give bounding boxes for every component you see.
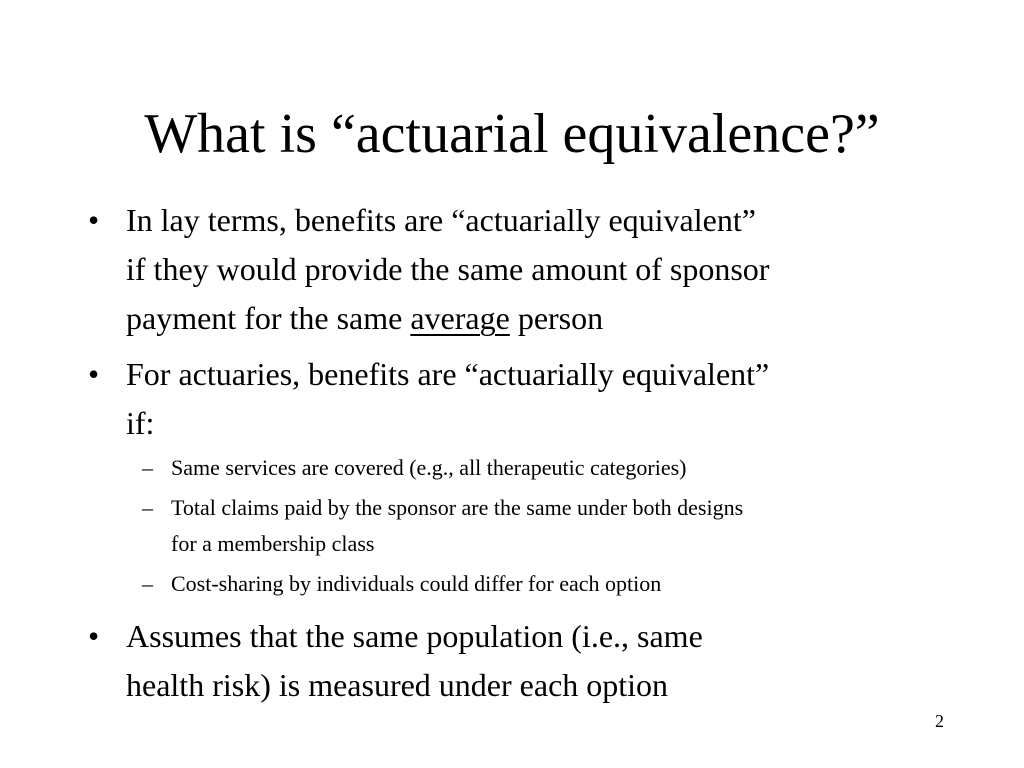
sub-bullet-line: Same services are covered (e.g., all therapeutic categories) <box>171 455 687 480</box>
bullet-line: Assumes that the same population (i.e., same <box>126 618 703 654</box>
bullet-line: if they would provide the same amount of sponsor <box>126 251 770 287</box>
page-number: 2 <box>935 711 944 731</box>
slide-title: What is “actuarial equivalence?” <box>144 103 880 165</box>
bullet-marker: • <box>88 202 100 238</box>
bullet-line: In lay terms, benefits are “actuarially equivalent” <box>126 202 756 238</box>
bullet-text <box>126 612 946 710</box>
sub-bullet-text <box>171 490 941 562</box>
underlined-average: average <box>410 300 510 336</box>
sub-bullet-marker: – <box>142 571 153 596</box>
bullet-line: For actuaries, benefits are “actuarially equivalent” <box>126 356 770 392</box>
bullet-marker: • <box>88 618 100 654</box>
bullet-text <box>126 350 946 448</box>
sub-bullet-line: Cost-sharing by individuals could differ for each option <box>171 571 662 596</box>
sub-bullet-line: for a membership class <box>171 531 375 556</box>
bullet-marker: • <box>88 356 100 392</box>
sub-bullet-text <box>171 450 941 486</box>
bullet-text-after-emphasis: person <box>509 300 604 336</box>
sub-bullet-marker: – <box>142 455 153 480</box>
bullet-line: health risk) is measured under each option <box>126 667 669 703</box>
bullet-text <box>126 196 946 343</box>
bullet-text-before-emphasis: payment for the same <box>126 300 411 336</box>
sub-bullet-line: Total claims paid by the sponsor are the same under both designs <box>171 495 744 520</box>
sub-bullet-marker: – <box>142 495 153 520</box>
sub-bullet-text <box>171 566 941 602</box>
bullet-line: if: <box>126 405 155 441</box>
bullet-line-with-emphasis <box>126 294 946 343</box>
